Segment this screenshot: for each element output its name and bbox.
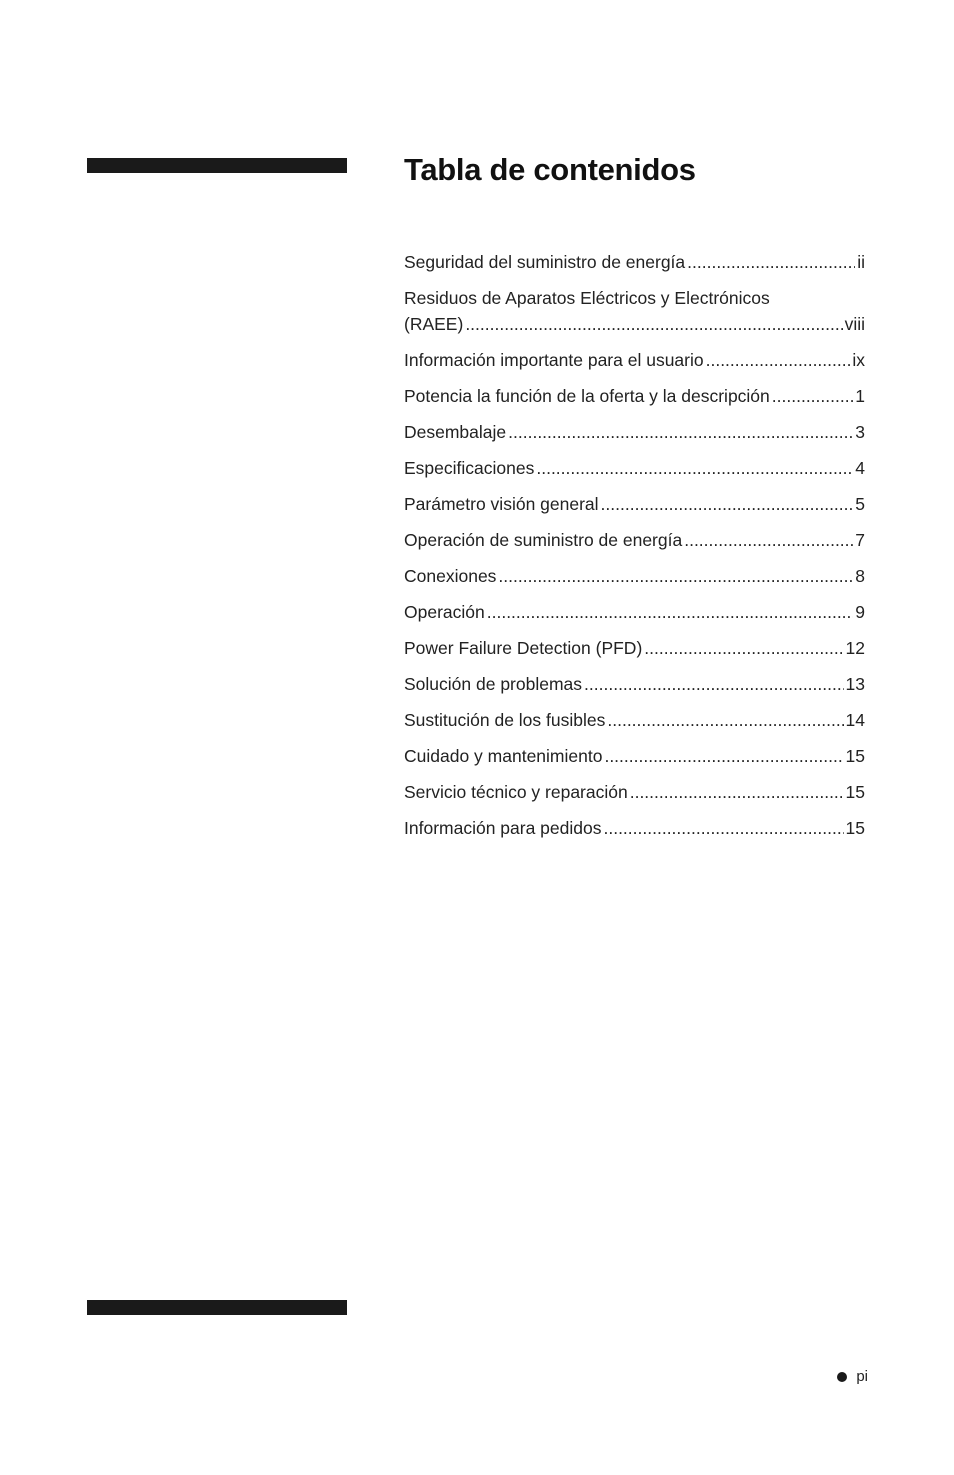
- toc-entry-label: Servicio técnico y reparación: [404, 782, 628, 802]
- toc-entry-page: 15: [845, 782, 865, 802]
- toc-entry-label: Solución de problemas: [404, 674, 583, 694]
- toc-entry[interactable]: [404, 779, 865, 805]
- toc-leader-dots: [607, 707, 843, 733]
- toc-entry-label: Sustitución de los fusibles: [404, 710, 606, 730]
- toc-leader-dots: [603, 815, 843, 841]
- toc-entry-label: Conexiones: [404, 566, 497, 586]
- toc-entry-page: ix: [852, 350, 865, 370]
- bottom-decorative-bar: [87, 1300, 347, 1315]
- page-footer: [837, 1368, 868, 1385]
- toc-entry-page: 1: [855, 386, 865, 406]
- toc-entry-page: viii: [844, 314, 865, 334]
- toc-entry-page: 5: [855, 494, 865, 514]
- toc-entry[interactable]: [404, 671, 865, 697]
- toc-entry[interactable]: [404, 707, 865, 733]
- toc-entry-label: Cuidado y mantenimiento: [404, 746, 603, 766]
- toc-entry[interactable]: [404, 491, 865, 517]
- toc-leader-dots: [684, 527, 853, 553]
- page-title: Tabla de contenidos: [404, 152, 696, 187]
- toc-leader-dots: [498, 563, 853, 589]
- toc-entry[interactable]: [404, 249, 865, 275]
- toc-leader-dots: [772, 383, 853, 409]
- toc-leader-dots: [487, 599, 854, 625]
- toc-leader-dots: [601, 491, 854, 517]
- toc-entry-label: Desembalaje: [404, 422, 507, 442]
- toc-entry-page: 13: [845, 674, 865, 694]
- toc-entry[interactable]: [404, 455, 865, 481]
- toc-entry-page: 12: [845, 638, 865, 658]
- toc-entry[interactable]: [404, 743, 865, 769]
- toc-entry[interactable]: [404, 419, 865, 445]
- table-of-contents: [404, 249, 865, 851]
- toc-leader-dots: [584, 671, 844, 697]
- toc-leader-dots: [536, 455, 853, 481]
- toc-leader-dots: [644, 635, 843, 661]
- toc-leader-dots: [465, 311, 842, 337]
- toc-entry[interactable]: [404, 815, 865, 841]
- toc-entry-page: 7: [855, 530, 865, 550]
- toc-entry-label: Información importante para el usuario: [404, 350, 704, 370]
- toc-entry-label: Operación de suministro de energía: [404, 530, 683, 550]
- toc-entry-label-continued: (RAEE): [404, 314, 464, 334]
- toc-entry[interactable]: [404, 599, 865, 625]
- toc-entry-label: Operación: [404, 602, 485, 622]
- toc-entry-label: Power Failure Detection (PFD): [404, 638, 643, 658]
- top-decorative-bar: [87, 158, 347, 173]
- toc-entry-page: ii: [857, 252, 865, 272]
- toc-leader-dots: [687, 249, 855, 275]
- toc-entry-page: 9: [855, 602, 865, 622]
- toc-entry[interactable]: [404, 635, 865, 661]
- toc-entry[interactable]: [404, 527, 865, 553]
- toc-entry-page: 15: [845, 818, 865, 838]
- bullet-icon: [837, 1372, 847, 1382]
- toc-entry-page: 3: [855, 422, 865, 442]
- toc-entry[interactable]: [404, 383, 865, 409]
- toc-entry-label: Seguridad del suministro de energía: [404, 252, 686, 272]
- toc-entry-label: Potencia la función de la oferta y la descripción: [404, 386, 770, 406]
- toc-entry[interactable]: [404, 563, 865, 589]
- toc-entry-page: 15: [845, 746, 865, 766]
- toc-entry-page: 14: [845, 710, 865, 730]
- toc-entry-label: Información para pedidos: [404, 818, 602, 838]
- page-number: pi: [856, 1368, 868, 1385]
- toc-entry-label: Parámetro visión general: [404, 494, 599, 514]
- toc-entry-page: 8: [855, 566, 865, 586]
- toc-leader-dots: [706, 347, 851, 373]
- toc-entry-page: 4: [855, 458, 865, 478]
- toc-entry[interactable]: [404, 285, 865, 337]
- toc-entry-label: Especificaciones: [404, 458, 535, 478]
- toc-leader-dots: [604, 743, 843, 769]
- toc-leader-dots: [630, 779, 844, 805]
- toc-entry[interactable]: [404, 347, 865, 373]
- toc-leader-dots: [508, 419, 853, 445]
- toc-entry-label: Residuos de Aparatos Eléctricos y Electrónicos: [404, 288, 770, 308]
